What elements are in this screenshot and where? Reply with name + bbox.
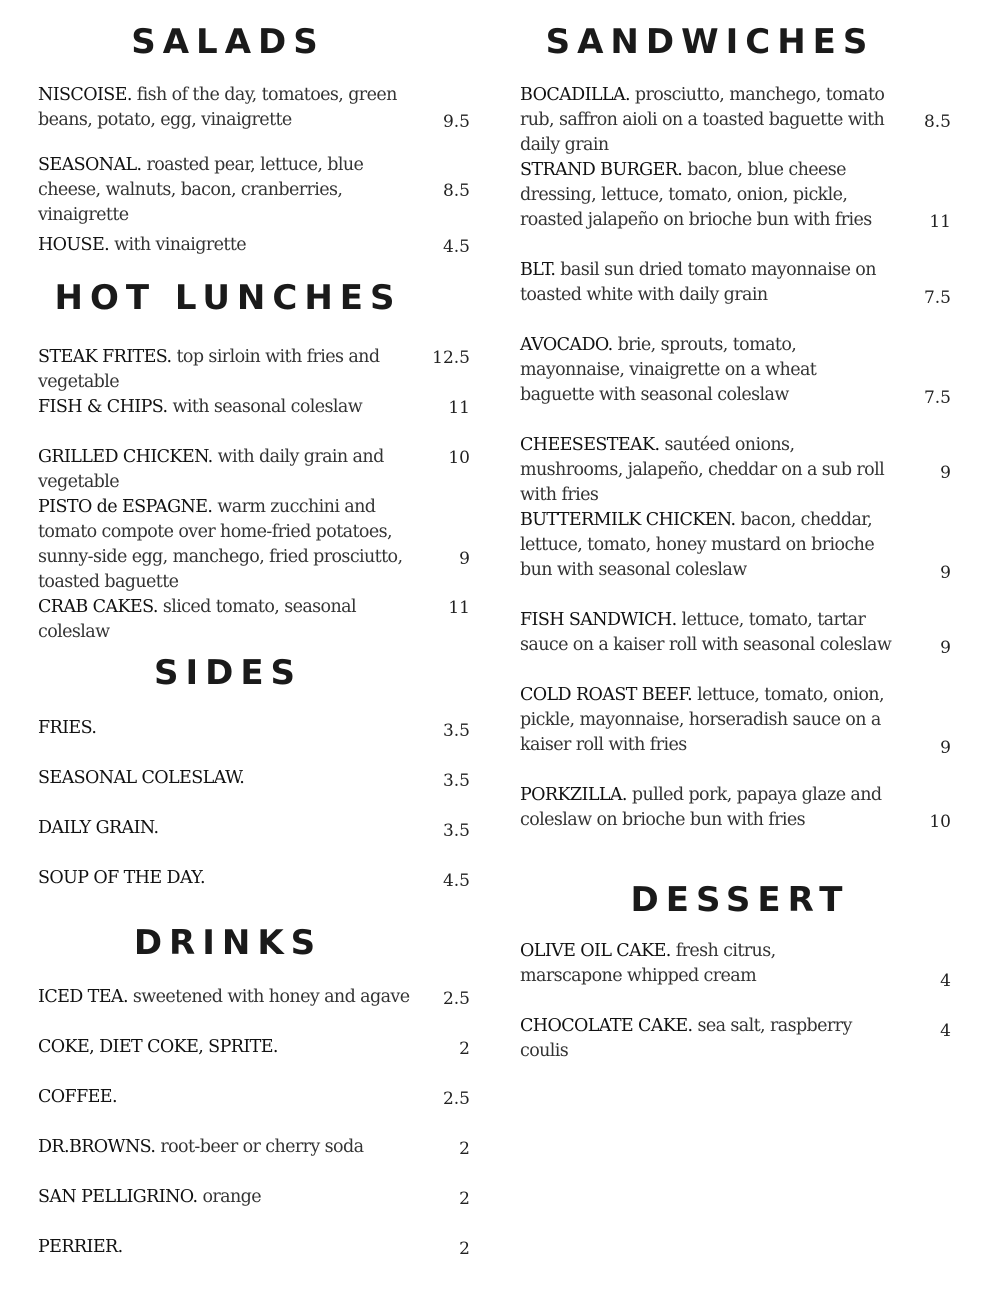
item-price: 7.5 [923, 288, 951, 308]
menu-item [520, 1014, 900, 1064]
item-price: 9 [940, 563, 951, 583]
item-name: CRAB CAKES. [38, 597, 158, 617]
item-price: 4.5 [442, 871, 470, 891]
menu-item [38, 345, 438, 395]
item-desc: sautéed onions, mushrooms, jalapeño, cheddar on a sub roll with fries [520, 435, 885, 505]
item-price: 2 [459, 1189, 470, 1209]
item-desc: fish of the day, tomatoes, green beans, potato, egg, vinaigrette [38, 85, 397, 130]
item-price: 4.5 [442, 237, 470, 257]
item-name: FRIES. [38, 718, 97, 738]
item-price: 2.5 [442, 989, 470, 1009]
item-price: 2.5 [442, 1089, 470, 1109]
menu-item [38, 395, 428, 420]
salads-heading: SALADS [131, 22, 325, 62]
menu-item [520, 258, 905, 308]
item-name: ICED TEA. [38, 987, 128, 1007]
item-desc: pulled pork, papaya glaze and coleslaw on brioche bun with fries [520, 785, 882, 830]
item-name: BUTTERMILK CHICKEN. [520, 510, 736, 530]
item-desc: roasted pear, lettuce, blue cheese, walnuts, bacon, cranberries, vinaigrette [38, 155, 364, 225]
item-desc: with seasonal coleslaw [172, 397, 363, 417]
item-price: 9.5 [442, 112, 470, 132]
menu-item [38, 595, 428, 645]
item-desc: warm zucchini and tomato compote over home-fried potatoes, sunny-side egg, manchego, fried prosciutto, toasted baguette [38, 497, 403, 592]
item-price: 2 [459, 1039, 470, 1059]
item-name: CHEESESTEAK. [520, 435, 660, 455]
item-name: FISH & CHIPS. [38, 397, 168, 417]
item-price: 8.5 [923, 112, 951, 132]
item-price: 11 [448, 398, 470, 418]
item-desc: prosciutto, manchego, tomato rub, saffron aioli on a toasted baguette with daily grain [520, 85, 885, 155]
item-price: 3.5 [442, 771, 470, 791]
item-name: SOUP OF THE DAY. [38, 868, 205, 888]
item-desc: orange [202, 1187, 262, 1207]
sandwiches-heading: SANDWICHES [545, 22, 875, 62]
item-name: PORKZILLA. [520, 785, 627, 805]
menu-item [38, 766, 418, 791]
item-name: DR.BROWNS. [38, 1137, 156, 1157]
item-name: DAILY GRAIN. [38, 818, 159, 838]
drinks-heading: DRINKS [133, 923, 323, 963]
item-price: 3.5 [442, 721, 470, 741]
sides-heading: SIDES [153, 653, 303, 693]
item-desc: brie, sprouts, tomato, mayonnaise, vinaigrette on a wheat baguette with seasonal coleslaw [520, 335, 817, 405]
item-price: 9 [940, 738, 951, 758]
menu-item [38, 1135, 428, 1160]
item-name: GRILLED CHICKEN. [38, 447, 213, 467]
item-name: STEAK FRITES. [38, 347, 172, 367]
item-name: PERRIER. [38, 1237, 123, 1257]
item-name: SEASONAL. [38, 155, 142, 175]
item-desc: lettuce, tomato, onion, pickle, mayonnaise, horseradish sauce on a kaiser roll with fries [520, 685, 884, 755]
menu-item [520, 333, 880, 408]
item-desc: with daily grain and vegetable [38, 447, 384, 492]
item-desc: bacon, blue cheese dressing, lettuce, tomato, onion, pickle, roasted jalapeño on brioche bun with fries [520, 160, 872, 230]
item-desc: sweetened with honey and agave [132, 987, 410, 1007]
item-desc: fresh citrus, marscapone whipped cream [520, 941, 776, 986]
menu-item [38, 866, 418, 891]
menu-item [520, 83, 910, 158]
menu-item [38, 83, 428, 133]
dessert-heading: DESSERT [630, 880, 850, 920]
item-price: 11 [448, 598, 470, 618]
menu-item [38, 233, 418, 258]
item-price: 4 [940, 971, 951, 991]
item-price: 8.5 [442, 181, 470, 201]
item-name: COKE, DIET COKE, SPRITE. [38, 1037, 278, 1057]
item-price: 9 [459, 549, 470, 569]
item-price: 10 [929, 812, 951, 832]
item-price: 9 [940, 463, 951, 483]
item-desc: sea salt, raspberry coulis [520, 1016, 852, 1061]
item-price: 4 [940, 1021, 951, 1041]
menu-item [520, 158, 900, 233]
item-name: COLD ROAST BEEF. [520, 685, 693, 705]
item-name: STRAND BURGER. [520, 160, 683, 180]
menu-item [520, 683, 905, 758]
menu-item [520, 433, 890, 508]
item-name: NISCOISE. [38, 85, 132, 105]
menu-item [520, 608, 915, 658]
hot-lunches-heading: HOT LUNCHES [54, 278, 402, 318]
menu-item [38, 495, 428, 595]
menu-item [38, 445, 438, 495]
menu-item [38, 1085, 418, 1110]
menu-item [38, 985, 428, 1010]
item-desc: lettuce, tomato, tartar sauce on a kaiser roll with seasonal coleslaw [520, 610, 892, 655]
menu-item [38, 716, 418, 741]
item-desc: sliced tomato, seasonal coleslaw [38, 597, 356, 642]
item-price: 12.5 [432, 348, 470, 368]
item-desc: bacon, cheddar, lettuce, tomato, honey mustard on brioche bun with seasonal coleslaw [520, 510, 875, 580]
menu-item [520, 508, 910, 583]
item-desc: with vinaigrette [114, 235, 247, 255]
item-name: FISH SANDWICH. [520, 610, 677, 630]
menu-item [520, 783, 915, 833]
item-name: COFFEE. [38, 1087, 117, 1107]
menu-item [38, 1235, 418, 1260]
item-desc: top sirloin with fries and vegetable [38, 347, 380, 392]
item-price: 10 [448, 448, 470, 468]
item-name: SEASONAL COLESLAW. [38, 768, 245, 788]
item-desc: basil sun dried tomato mayonnaise on toasted white with daily grain [520, 260, 876, 305]
menu-item [38, 816, 418, 841]
menu-item [38, 1035, 418, 1060]
menu-item [38, 1185, 418, 1210]
item-price: 7.5 [923, 388, 951, 408]
item-price: 9 [940, 638, 951, 658]
item-name: HOUSE. [38, 235, 110, 255]
item-price: 2 [459, 1239, 470, 1259]
menu-item [520, 939, 870, 989]
item-name: CHOCOLATE CAKE. [520, 1016, 693, 1036]
item-name: BLT. [520, 260, 556, 280]
item-price: 11 [929, 212, 951, 232]
item-price: 2 [459, 1139, 470, 1159]
menu-item [38, 153, 418, 228]
item-price: 3.5 [442, 821, 470, 841]
item-name: OLIVE OIL CAKE. [520, 941, 671, 961]
item-name: BOCADILLA. [520, 85, 630, 105]
item-name: SAN PELLIGRINO. [38, 1187, 198, 1207]
item-name: AVOCADO. [520, 335, 613, 355]
item-desc: root-beer or cherry soda [160, 1137, 364, 1157]
item-name: PISTO de ESPAGNE. [38, 497, 213, 517]
